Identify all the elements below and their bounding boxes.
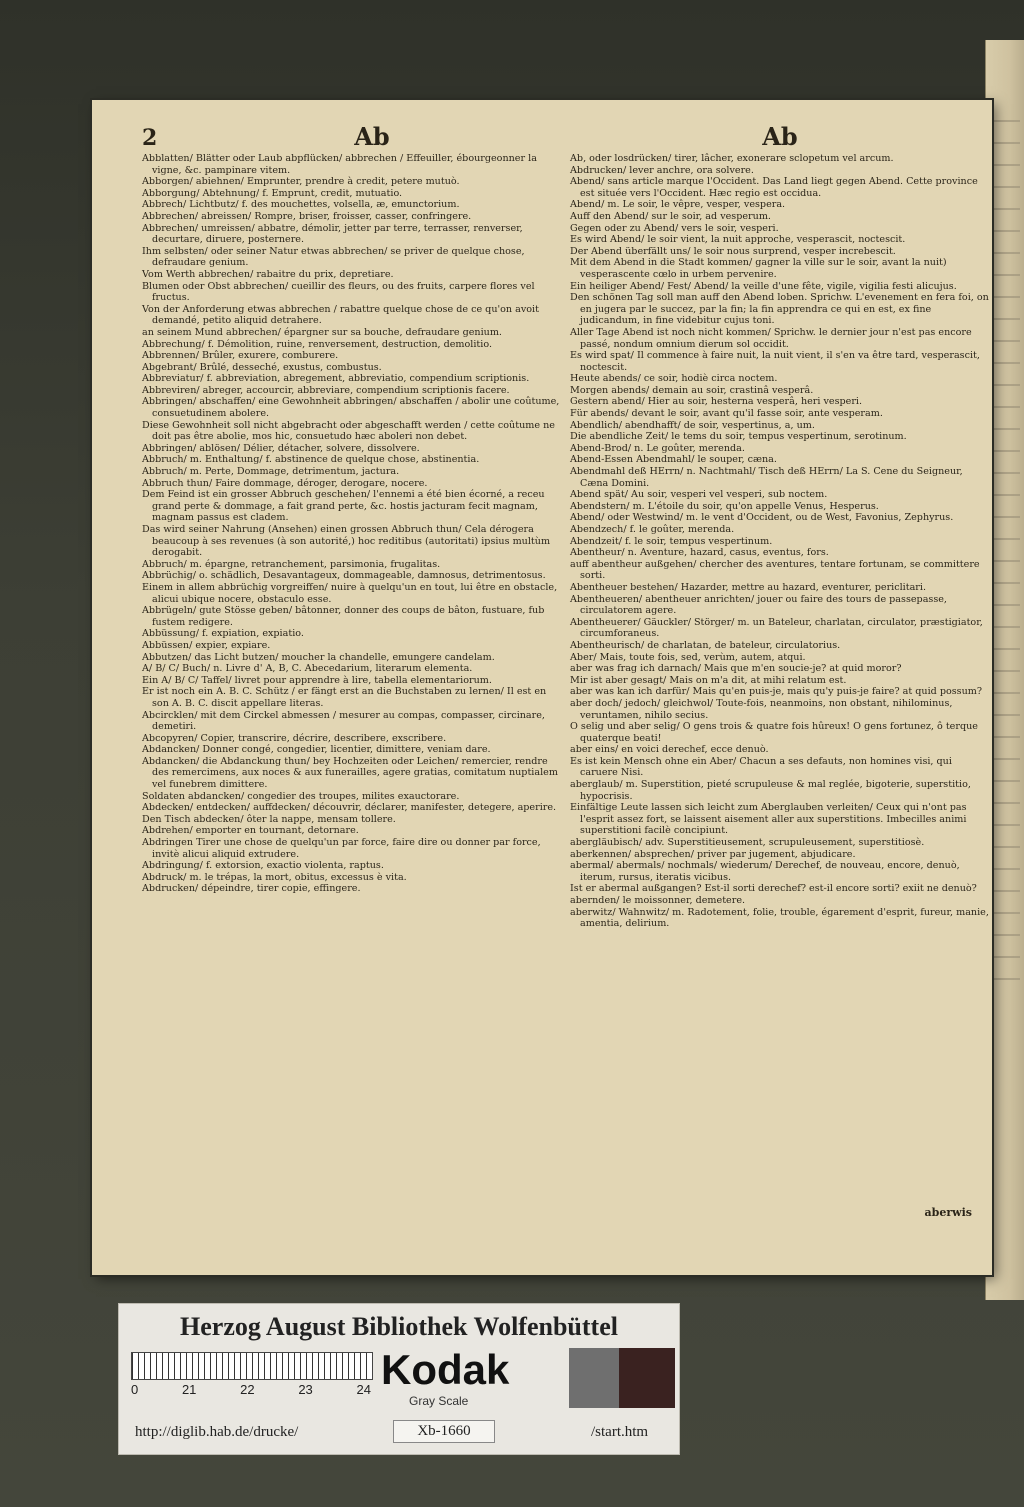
dictionary-entry: Abbringen/ abschaffen/ eine Gewohnheit abbringen/ abschaffen / abolir une coûtume, consuetudinem abolere. [142,396,560,420]
dictionary-entry: Abdancken/ Donner congé, congedier, licentier, dimittere, veniam dare. [142,744,491,756]
dictionary-entry: Ab, oder losdrücken/ tirer, lâcher, exonerare sclopetum vel arcum. [570,153,894,164]
dictionary-entry: Abbüssen/ expier, expiare. [142,639,271,651]
dictionary-entry: Abend/ m. Le soir, le vêpre, vesper, vespera. [570,199,786,211]
dictionary-entry: Den Tisch abdecken/ ôter la nappe, mensam tollere. [142,813,396,825]
library-title: Herzog August Bibliothek Wolfenbüttel [180,1312,618,1341]
scale-number: 23 [298,1382,313,1397]
dictionary-entry: Mit dem Abend in die Stadt kommen/ gagner la ville sur le soir, avant la nuit) vesperascente cœlo in urbem pervenire. [570,257,947,280]
dictionary-entry: Abbreviren/ abreger, accourcir, abbreviare, compendium scriptionis facere. [142,384,510,396]
book-page [92,100,992,1275]
dictionary-entry: abernden/ le moissonner, demetere. [570,895,746,906]
dictionary-entry: Er ist noch ein A. B. C. Schütz / er fängt erst an die Buchstaben zu lernen/ Il est en son A. B. C. discit appellare literas. [142,686,547,709]
dictionary-entry: aber eins/ en voici derechef, ecce denuò. [570,744,769,756]
scale-number: 21 [181,1382,197,1397]
dictionary-entry: A/ B/ C/ Buch/ n. Livre d' A, B, C. Abecedarium, literarum elementa. [142,663,473,675]
dictionary-entry: Abendzeit/ f. le soir, tempus vespertinum. [570,535,773,547]
dictionary-entry: Abbrechen/ umreissen/ abbatre, démolir, jetter par terre, terrasser, renverser, decurtare, diruere, posternere. [142,222,523,246]
dictionary-entry: Einfältige Leute lassen sich leicht zum Aberglauben verleiten/ Ceux qui n'ont pas l'esprit assez fort, se laissent aisement aller aux superstitions. Imbecilles animi superstitioni facilè concipiunt. [570,802,967,837]
dictionary-entry: Abdrehen/ emporter en tournant, detornare. [142,825,359,837]
dictionary-entry: Abentheuer bestehen/ Hazarder, mettre au hazard, eventurer, periclitari. [570,581,927,593]
dictionary-entry: Abend spät/ Au soir, vesperi vel vesperi, sub noctem. [570,489,828,501]
gray-scale-label: Gray Scale [409,1394,469,1408]
color-target-card [118,1303,680,1455]
dictionary-entry: Ist er abermal außgangen? Est-il sorti derechef? est-il encore sorti? exiit ne denuò? [570,883,977,895]
dictionary-entry: Abbreviatur/ f. abbreviation, abregement, abbreviatio, compendium scriptionis. [142,373,530,385]
dictionary-entry: O selig und aber selig/ O gens trois & quatre fois hûreux! O gens fortunez, ô terque quaterque beati! [570,721,978,744]
dictionary-entry: Gegen oder zu Abend/ vers le soir, vesperi. [570,222,779,234]
dictionary-entry: Einem in allem abbrüchig vorgreiffen/ nuire à quelqu'un en tout, lui être en obstacle, alicui ubique nocere, obstaculo esse. [142,581,558,605]
dictionary-entry: abermal/ abermals/ nochmals/ wiederum/ Derechef, de nouveau, encore, denuò, iterum, rursus, iteratis vicibus. [570,860,960,883]
dictionary-entry: Abdrucken/ lever anchre, ora solvere. [570,164,754,176]
right-header [570,122,990,151]
dictionary-entry: Abbutzen/ das Licht butzen/ moucher la chandelle, emungere candelam. [142,651,495,663]
dictionary-entry: Abborgung/ Abtehnung/ f. Emprunt, credit, mutuatio. [142,187,403,199]
dictionary-entry: Abendzech/ f. le goûter, merenda. [570,524,735,535]
dictionary-entry: Gestern abend/ Hier au soir, hesterna vesperâ, heri vesperi. [570,396,863,408]
dictionary-entry: Es wird spat/ Il commence à faire nuit, la nuit vient, il s'en va être tard, vesperascit, noctescit. [570,350,980,373]
dictionary-entry: Abblatten/ Blätter oder Laub abpflücken/ abbrechen / Effeuiller, ébourgeonner la vigne, &c. pampinare vitem. [142,153,537,176]
right-entries [570,153,990,930]
dictionary-entry: Abbrügeln/ gute Stösse geben/ bâtonner, donner des coups de bâton, fustuare, fub fustem redigere. [142,605,545,628]
dictionary-entry: Ein heiliger Abend/ Fest/ Abend/ la veille d'une fête, vigile, vigilia festi alicujus. [570,280,957,292]
dictionary-entry: Abentheuerer/ Gäuckler/ Störger/ m. un Bateleur, charlatan, circulator, præstigiator, circumforaneus. [570,616,983,640]
dictionary-entry: Abbrechen/ abreissen/ Rompre, briser, froisser, casser, confringere. [142,210,472,222]
dictionary-entry: aberwitz/ Wahnwitz/ m. Radotement, folie, trouble, égarement d'esprit, fureur, manie, amentia, delirium. [570,906,989,930]
dictionary-entry: Abbrüchig/ o. schädlich, Desavantageux, dommageable, damnosus, detrimentosus. [142,570,546,582]
dictionary-entry: aber doch/ jedoch/ gleichwol/ Toute-fois, neanmoins, non obstant, nihilominus, veruntamen, nihilo secius. [570,697,953,721]
dictionary-entry: Ihm selbsten/ oder seiner Natur etwas abbrechen/ se priver de quelque chose, defraudare genium. [142,245,525,269]
running-head-left: Ab [354,122,390,151]
dictionary-entry: Abendmahl deß HErrn/ n. Nachtmahl/ Tisch deß HErrn/ La S. Cene du Seigneur, Cæna Domini. [570,466,963,489]
dictionary-entry: Abendlich/ abendhafft/ de soir, vespertinus, a, um. [570,419,815,431]
scale-number: 22 [240,1382,255,1397]
dictionary-entry: Dem Feind ist ein grosser Abbruch geschehen/ l'ennemi a été bien écorné, a receu grand perte & dommage, a fait grand perte, &c. hostis jacturam fecit magnam, magnam passus est cladem. [142,489,545,524]
dictionary-entry: Vom Werth abbrechen/ rabaitre du prix, depretiare. [142,268,394,280]
dictionary-entry: Abdruck/ m. le trépas, la mort, obitus, excessus è vita. [142,871,407,883]
dictionary-entry: auff abentheur außgehen/ chercher des aventures, tentare fortunam, se committere sorti. [570,558,980,582]
dictionary-entry: Ein A/ B/ C/ Taffel/ livret pour apprendre à lire, tabella elementariorum. [142,674,492,686]
dictionary-entry: Diese Gewohnheit soll nicht abgebracht oder abgeschafft werden / cette coûtume ne doit pas être abolie, mos hic, consuetudo hæc aboleri non debet. [142,419,555,443]
dictionary-entry: Abcopyren/ Copier, transcrire, décrire, describere, exscribere. [142,732,447,744]
dark-swatch [619,1348,675,1408]
scale-numbers [131,1382,371,1397]
dictionary-entry: Abbruch thun/ Faire dommage, déroger, derogare, nocere. [142,477,428,489]
dictionary-entry: Morgen abends/ demain au soir, crastinâ vesperâ. [570,384,814,396]
dictionary-entry: Abend-Essen Abendmahl/ le souper, cæna. [570,454,777,466]
dictionary-entry: Heute abends/ ce soir, hodiè circa noctem. [570,373,778,385]
dictionary-entry: Abborgen/ abiehnen/ Emprunter, prendre à credit, petere mutuò. [142,176,460,188]
dictionary-entry: Abbrech/ Lichtbutz/ f. des mouchettes, volsella, æ, emunctorium. [142,199,460,211]
dictionary-entry: Abend-Brod/ n. Le goûter, merenda. [570,442,745,454]
dictionary-entry: Abdringung/ f. extorsion, exactio violenta, raptus. [142,860,384,872]
dictionary-entry: Mir ist aber gesagt/ Mais on m'a dit, at mihi relatum est. [570,674,847,686]
gray-swatch [569,1348,625,1408]
ruler-scale [131,1352,373,1380]
dictionary-entry: Abendstern/ m. L'étoile du soir, qu'on appelle Venus, Hesperus. [570,500,879,512]
left-column [142,122,562,895]
dictionary-entry: aberglaub/ m. Superstition, pieté scrupuleuse & mal reglée, bigoterie, superstitio, hypocrisis. [570,779,971,802]
dictionary-entry: aberkennen/ absprechen/ priver par jugement, abjudicare. [570,848,856,860]
page-number: 2 [142,125,158,151]
dictionary-entry: Aller Tage Abend ist noch nicht kommen/ Sprichw. le dernier jour n'est pas encore passé, nondum omnium dierum sol occidit. [570,326,972,350]
left-entries [142,153,562,895]
dictionary-entry: Abentheur/ n. Aventure, hazard, casus, eventus, fors. [570,547,829,559]
right-column [570,122,990,930]
dictionary-entry: Blumen oder Obst abbrechen/ cueillir des fleurs, ou des fruits, carpere flores vel fructus. [142,280,535,304]
dictionary-entry: Soldaten abdancken/ congedier des troupes, milites exauctorare. [142,790,460,802]
dictionary-entry: Abdrucken/ dépeindre, tirer copie, effingere. [142,883,361,895]
url-right: /start.htm [591,1424,649,1440]
dictionary-entry: aber was kan ich darfür/ Mais qu'en puis-je, mais qu'y puis-je faire? at quid possum? [570,686,983,698]
dictionary-entry: Abdecken/ entdecken/ auffdecken/ découvrir, déclarer, manifester, detegere, aperire. [142,802,557,814]
dictionary-entry: Abbringen/ ablösen/ Délier, détacher, solvere, dissolvere. [142,442,420,454]
dictionary-entry: Für abends/ devant le soir, avant qu'il fasse soir, ante vesperam. [570,408,883,420]
scale-number: 0 [131,1382,139,1397]
dictionary-entry: Abentheurisch/ de charlatan, de bateleur, circulatorius. [570,639,841,651]
dictionary-entry: Abentheueren/ abentheuer anrichten/ jouer ou faire des tours de passepasse, circulatorem agere. [570,593,947,617]
dictionary-entry: aber was frag ich darnach/ Mais que m'en soucie-je? at quid moror? [570,663,902,675]
running-head-right: Ab [762,122,798,151]
dictionary-entry: Abdringen Tirer une chose de quelqu'un par force, faire dire ou donner par force, invitè alicui aliquid extrudere. [142,837,541,860]
dictionary-entry: Abend/ sans article marque l'Occident. Das Land liegt gegen Abend. Cette province est située vers l'Occident. Hæc regio est occidua. [570,176,978,199]
dictionary-entry: Die abendliche Zeit/ le tems du soir, tempus vespertinum, serotinum. [570,431,907,443]
dictionary-entry: abergläubisch/ adv. Superstitieusement, scrupuleusement, superstitiosè. [570,837,925,849]
dictionary-entry: Abgebrant/ Brûlé, desseché, exustus, combustus. [142,361,382,373]
dictionary-entry: Abbruch/ m. épargne, retranchement, parsimonia, frugalitas. [142,558,441,570]
dictionary-entry: Es wird Abend/ le soir vient, la nuit approche, vesperascit, noctescit. [570,234,906,246]
dictionary-entry: Abend/ oder Westwind/ m. le vent d'Occident, ou de West, Favonius, Zephyrus. [570,512,954,524]
dictionary-entry: Abbrechung/ f. Démolition, ruine, renversement, destruction, demolitio. [142,338,493,350]
dictionary-entry: Abbruch/ m. Enthaltung/ f. abstinence de quelque chose, abstinentia. [142,454,480,466]
kodak-logo: Kodak [381,1346,510,1393]
dictionary-entry: Der Abend überfällt uns/ le soir nous surprend, vesper increbescit. [570,245,896,257]
scale-number: 24 [356,1382,371,1397]
dictionary-entry: an seinem Mund abbrechen/ épargner sur sa bouche, defraudare genium. [142,326,502,338]
catchword: aberwis [924,1206,972,1219]
dictionary-entry: Abbruch/ m. Perte, Dommage, detrimentum, jactura. [142,466,400,478]
dictionary-entry: Von der Anforderung etwas abbrechen / rabattre quelque chose de ce qu'on avoit demandé, petito aliquid detrahere. [142,303,539,327]
dictionary-entry: Das wird seiner Nahrung (Ansehen) einen grossen Abbruch thun/ Cela dérogera beaucoup à ses revenues (à son autorité,) hoc reditibus (autoritati) ipsius multùm derogabit. [142,524,551,559]
dictionary-entry: Abbrennen/ Brûler, exurere, comburere. [142,350,339,362]
dictionary-entry: Aber/ Mais, toute fois, sed, verùm, autem, atqui. [570,651,806,663]
dictionary-entry: Es ist kein Mensch ohne ein Aber/ Chacun a ses defauts, non homines visi, qui caruere Nisi. [570,755,952,779]
url-left: http://diglib.hab.de/drucke/ [135,1424,299,1440]
shelfmark: Xb-1660 [393,1420,495,1443]
dictionary-entry: Abdancken/ die Abdanckung thun/ bey Hochzeiten oder Leichen/ remercier, rendre des remercimens, aux noces & aux funerailles, agere gratias, comitatum nuptialem vel funebrem dimittere. [142,755,558,791]
left-header [142,122,562,151]
dictionary-entry: Auff den Abend/ sur le soir, ad vesperum. [570,210,771,222]
dictionary-entry: Abbüssung/ f. expiation, expiatio. [142,628,304,640]
dictionary-entry: Den schönen Tag soll man auff den Abend loben. Sprichw. L'evenement en fera foi, on en jugera par le succez, par la fin; la fin apprendra ce qui en est, ex fine judicandum, in fine videbitur cujus toni. [570,292,989,327]
dictionary-entry: Abcircklen/ mit dem Circkel abmessen / mesurer au compas, compasser, circinare, demetiri. [142,709,545,733]
